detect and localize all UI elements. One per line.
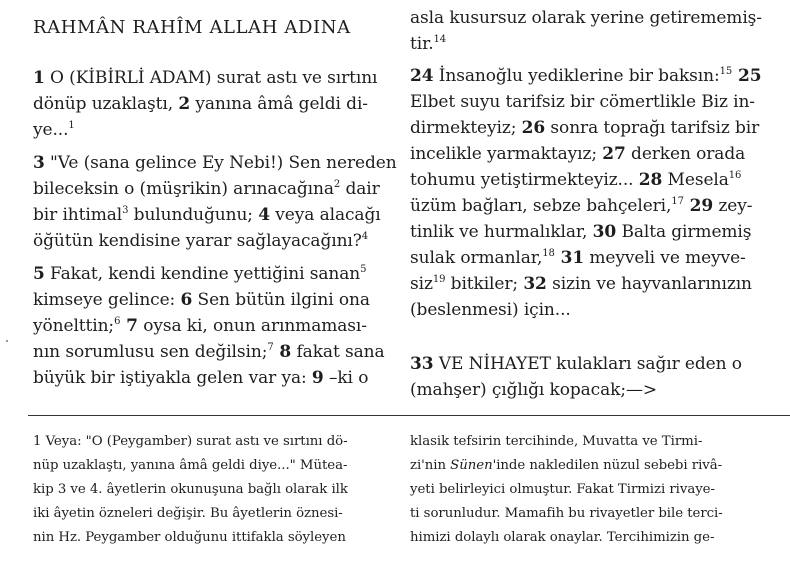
text-line [33,368,368,388]
text-line [33,179,380,199]
text-line [410,66,761,86]
verse-text: yönelttin; [33,316,115,336]
verse-number: 4 [258,205,270,225]
page-heading: RAHMÂN RAHÎM ALLAH ADINA [33,17,351,38]
verse-text: veya alacağı [269,205,381,225]
text-line [410,92,755,112]
footnote-ref[interactable]: 2 [333,179,341,190]
verse-number: 26 [521,118,546,138]
footnote-ref[interactable]: 19 [432,274,446,285]
text-line [410,354,742,374]
text-line [33,68,377,88]
footnote-ref[interactable]: 15 [719,66,733,77]
verse-text: kimseye gelince: [33,290,181,310]
footnote-line: kip 3 ve 4. âyetlerin okunuşuna bağlı olarak ilk [33,482,348,497]
verse-text: dönüp uzaklaştı, [33,94,179,114]
verse-text: dair [340,179,380,199]
book-title: Sünen [450,458,493,473]
verse-text: O (KİBİRLİ ADAM) surat astı ve sırtını [44,68,378,88]
text-line [410,222,751,242]
footnote-ref[interactable]: 4 [361,231,369,242]
verse-text: büyük bir iştiyakla gelen var ya: [33,368,312,388]
footnote-ref[interactable]: 3 [122,205,129,216]
verse-text: Elbet suyu tarifsiz bir cömertlikle Biz in- [410,92,755,112]
footnote-line: nüp uzaklaştı, yanına âmâ geldi diye..." Mütea- [33,458,348,473]
verse-text: sonra toprağı tarifsiz bir [545,118,760,138]
verse-number: 32 [523,274,547,294]
text-line [410,118,759,138]
verse-text: zey- [713,196,753,216]
text-line [410,248,746,268]
text-line [410,144,745,164]
footnote-ref[interactable]: 1 [68,120,75,131]
verse-text: İnsanoğlu yediklerine bir baksın: [433,66,720,86]
margin-mark [6,340,8,342]
verse-number: 8 [273,342,292,362]
verse-text: Fakat, kendi kendine yettiğini sanan [44,264,361,284]
verse-number: 5 [33,264,45,284]
verse-text: nın sorumlusu sen değilsin; [33,342,268,362]
verse-number: 33 [410,354,434,374]
verse-number: 27 [602,144,626,164]
verse-number: 9 [311,368,324,388]
verse-number: 29 [683,196,714,216]
verse-number: 1 [33,68,45,88]
text-line [33,94,368,114]
footnote-ref[interactable]: 17 [671,196,684,207]
verse-number: 31 [554,248,585,268]
verse-text: Balta girmemiş [616,222,752,242]
verse-text: sizin ve hayvanlarınızın [546,274,752,294]
verse-text: bileceksin o (müşrikin) arınacağına [33,179,334,199]
footnote-ref[interactable]: 5 [360,264,367,275]
verse-text: derken orada [625,144,746,164]
verse-number: 28 [638,170,663,190]
footnote-ref[interactable]: 7 [267,342,274,353]
verse-text: –ki o [323,368,369,388]
text-line [410,34,446,54]
verse-text: tohumu yetiştirmekteyiz... [410,170,639,190]
verse-text: "Ve (sana gelince Ey Nebi!) Sen nereden [44,153,397,173]
verse-text: Mesela [662,170,729,190]
text-line [33,342,385,362]
verse-number: 6 [180,290,193,310]
verse-text: incelikle yarmaktayız; [410,144,603,164]
text-line [33,153,397,173]
verse-number: 30 [592,222,617,242]
verse-number: 3 [33,153,45,173]
footnote-line: klasik tefsirin tercihinde, Muvatta ve Tirmi- [410,434,703,449]
verse-number: 2 [178,94,191,114]
verse-number: 7 [120,316,138,336]
verse-number: 24 [410,66,434,86]
verse-text: fakat sana [291,342,385,362]
verse-text: bulunduğunu; [128,205,259,225]
verse-text: yanına âmâ geldi di- [190,94,368,114]
verse-text: tir. [410,34,434,54]
text-line [410,8,762,28]
text-line [410,274,752,294]
text-line [410,300,571,320]
verse-text: sulak ormanlar, [410,248,543,268]
text-line [410,380,657,400]
verse-text: siz [410,274,433,294]
text-line [410,170,741,190]
verse-text: ye... [33,120,69,140]
text-line [33,205,381,225]
verse-text: asla kusursuz olarak yerine getirememiş- [410,8,762,28]
footnote-ref[interactable]: 6 [114,316,121,327]
footnote-line: 1 Veya: "O (Peygamber) surat astı ve sırtını dö- [33,434,348,449]
verse-text: meyveli ve meyve- [584,248,746,268]
verse-text: öğütün kendisine yarar sağlayacağını? [33,231,362,251]
verse-text: bir ihtimal [33,205,123,225]
text-line [33,264,366,284]
text-line [33,231,368,251]
footnote-ref[interactable]: 16 [728,170,742,181]
text-line [410,196,752,216]
text-line [33,290,370,310]
footnote-ref[interactable]: 14 [433,34,447,45]
verse-text: üzüm bağları, sebze bahçeleri, [410,196,672,216]
footnote-line: ti sorunludur. Mamafih bu rivayetler bile terci- [410,506,723,521]
footnote-ref[interactable]: 18 [542,248,555,259]
verse-text: tinlik ve hurmalıklar, [410,222,593,242]
verse-text: dirmekteyiz; [410,118,522,138]
footnote-line [410,458,722,474]
text-line [33,316,367,336]
verse-text: (beslenmesi) için... [410,300,571,320]
verse-text: VE NİHAYET kulakları sağır eden o [433,354,742,374]
verse-text: bitkiler; [445,274,524,294]
footnote-line: himizi dolaylı olarak onaylar. Tercihimizin ge- [410,530,715,545]
footnote-text: zi'nin [410,458,451,473]
verse-text: (mahşer) çığlığı kopacak;—> [410,380,658,400]
footnote-line: iki âyetin özneleri değişir. Bu âyetlerin öznesi- [33,506,343,521]
verse-number: 25 [732,66,762,86]
verse-text: Sen bütün ilgini ona [192,290,370,310]
verse-text: oysa ki, onun arınmaması- [137,316,367,336]
footnote-text: 'inde nakledilen nüzul sebebi rivâ- [492,458,723,473]
text-line [33,120,75,140]
footnote-line: yeti belirleyici olmuştur. Fakat Tirmizi rivaye- [410,482,715,497]
footnote-line: nin Hz. Peygamber olduğunu ittifakla söyleyen [33,530,346,545]
footnote-divider [28,415,790,416]
